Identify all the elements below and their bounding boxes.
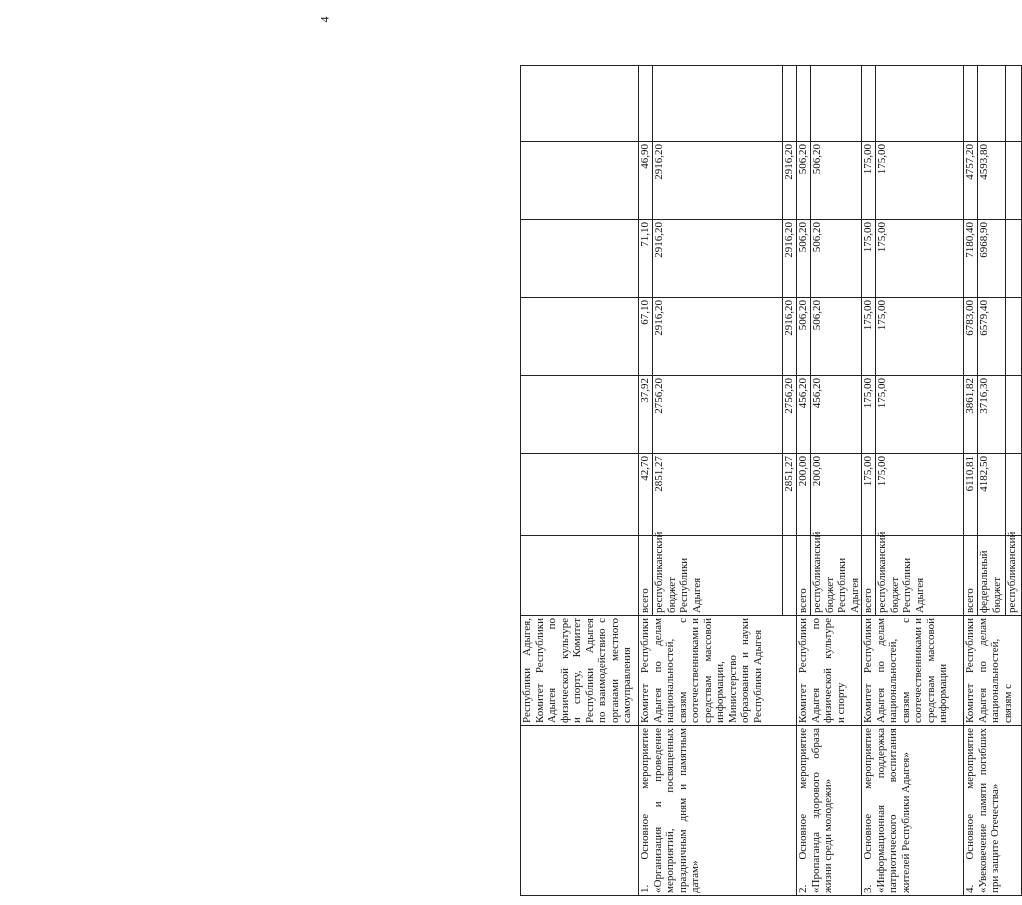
table-row [862,66,876,896]
value-cell: 200,00 [811,454,862,536]
table-row [964,66,978,896]
measure-cell: 4. Основное мероприятие «Увековечение памяти погибших при защите Отечества» [964,726,1022,896]
value-cell [1006,298,1022,376]
source-cell: республиканский бюджет Республики Адыгея [653,536,783,616]
measure-cell: 3. Основное мероприятие «Информационная поддержка патриотического воспитания жителей Республики Адыгея» [862,726,964,896]
value-cell: 2916,20 [783,142,797,220]
value-cell: 7180,40 [964,220,978,298]
value-cell [639,66,653,142]
value-cell: 2916,20 [653,142,783,220]
value-cell: 175,00 [876,454,964,536]
rotated-table-wrapper [520,66,1022,896]
value-cell [797,66,811,142]
source-cell: федеральный бюджет [978,536,1006,616]
value-cell [1006,66,1022,142]
value-cell [521,376,639,454]
executor-cell: Комитет Республики Адыгея по физической культуре и спорту [797,616,862,726]
value-cell: 175,00 [862,220,876,298]
executor-cell: Республики Адыгея, Комитет Республики Адыгея по физической культуре и спорту, Комитет Республики Адыгея по взаимодействию с органами местного самоуправления [521,616,639,726]
table-row [521,66,639,896]
value-cell [521,298,639,376]
value-cell: 175,00 [862,376,876,454]
value-cell: 6968,90 [978,220,1006,298]
value-cell: 506,20 [797,142,811,220]
value-cell: 3716,30 [978,376,1006,454]
value-cell: 46,90 [639,142,653,220]
value-cell: 175,00 [862,298,876,376]
measure-cell: 2. Основное мероприятие «Пропаганда здорового образа жизни среди молодежи» [797,726,862,896]
value-cell: 2756,20 [653,376,783,454]
value-cell: 2916,20 [783,220,797,298]
value-cell: 2756,20 [783,376,797,454]
value-cell: 2916,20 [653,298,783,376]
executor-cell: Комитет Республики Адыгея по делам национальностей, связям с соотечественниками и средствам массовой информации, Министерство образования и науки Республики Адыгея [639,616,797,726]
value-cell [1006,454,1022,536]
value-cell: 175,00 [876,298,964,376]
measure-cell: 1. Основное мероприятие «Организация и проведение мероприятий, посвященных праздничным дням и памятным датам» [639,726,797,896]
program-table [520,65,1022,896]
value-cell: 6110,81 [964,454,978,536]
value-cell [521,220,639,298]
value-cell: 506,20 [797,298,811,376]
value-cell [1006,142,1022,220]
value-cell: 4182,50 [978,454,1006,536]
value-cell: 456,20 [797,376,811,454]
source-cell: всего [639,536,653,616]
value-cell [653,66,783,142]
value-cell [521,66,639,142]
source-cell: республиканский бюджет Республики Адыгея [811,536,862,616]
value-cell [876,66,964,142]
table-row [639,66,653,896]
value-cell: 2851,27 [783,454,797,536]
value-cell: 2851,27 [653,454,783,536]
executor-cell: Комитет Республики Адыгея по делам национальностей, связям с [964,616,1022,726]
source-cell [521,536,639,616]
value-cell [862,66,876,142]
table-row [797,66,811,896]
measure-cell [521,726,639,896]
value-cell: 175,00 [862,142,876,220]
value-cell: 506,20 [797,220,811,298]
value-cell [521,454,639,536]
value-cell: 6783,00 [964,298,978,376]
source-cell: всего [862,536,876,616]
source-cell [783,536,797,616]
source-cell: всего [797,536,811,616]
source-cell: республиканский [1006,536,1022,616]
value-cell: 506,20 [811,220,862,298]
value-cell: 6579,40 [978,298,1006,376]
value-cell: 175,00 [876,376,964,454]
value-cell: 67,10 [639,298,653,376]
value-cell [978,66,1006,142]
value-cell [783,66,797,142]
value-cell: 506,20 [811,142,862,220]
executor-cell: Комитет Республики Адыгея по делам национальностей, связям с соотечественниками и средствам массовой информации [862,616,964,726]
value-cell: 506,20 [811,298,862,376]
source-cell: республиканский бюджет Республики Адыгея [876,536,964,616]
value-cell: 175,00 [862,454,876,536]
page-number: 4 [317,16,332,23]
value-cell [1006,376,1022,454]
value-cell [811,66,862,142]
value-cell: 3861,82 [964,376,978,454]
value-cell: 4593,80 [978,142,1006,220]
source-cell: всего [964,536,978,616]
value-cell: 175,00 [876,220,964,298]
value-cell: 42,70 [639,454,653,536]
value-cell [521,142,639,220]
value-cell [1006,220,1022,298]
value-cell: 2916,20 [653,220,783,298]
value-cell [964,66,978,142]
value-cell: 4757,20 [964,142,978,220]
value-cell: 175,00 [876,142,964,220]
value-cell: 2916,20 [783,298,797,376]
value-cell: 200,00 [797,454,811,536]
value-cell: 456,20 [811,376,862,454]
value-cell: 37,92 [639,376,653,454]
value-cell: 71,10 [639,220,653,298]
